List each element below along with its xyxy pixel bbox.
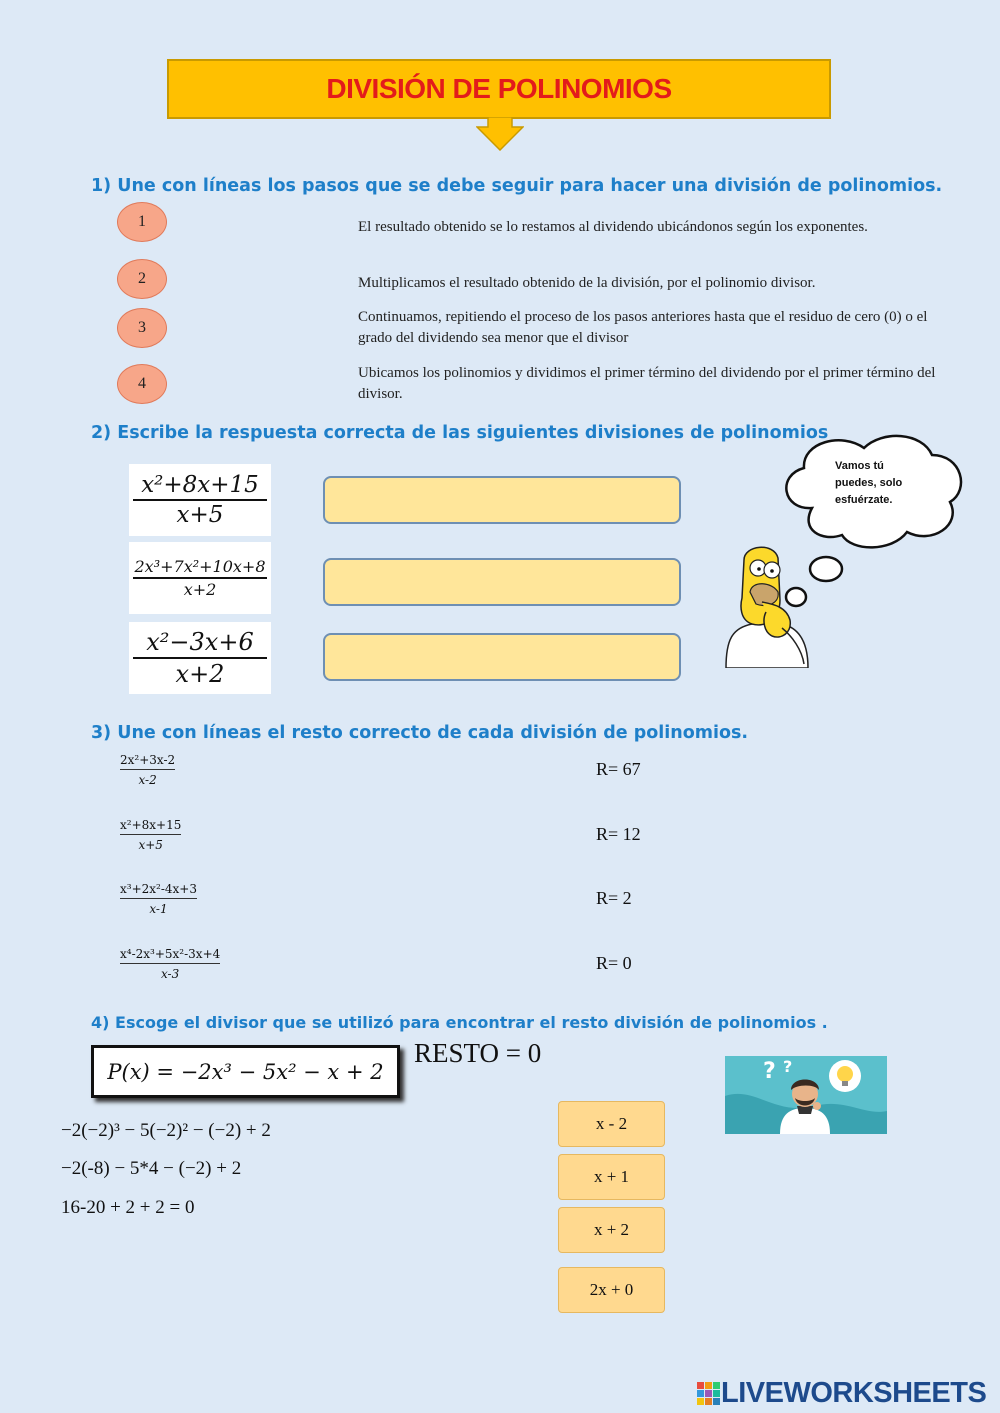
divisor-option-1[interactable]: x - 2 xyxy=(558,1101,665,1147)
fraction-bar xyxy=(133,499,266,501)
fraction-bar xyxy=(120,898,197,899)
thought-line-3: esfuérzate. xyxy=(835,494,893,506)
svg-text:?: ? xyxy=(783,1057,793,1076)
step-text-1[interactable]: El resultado obtenido se lo restamos al dividendo ubicándonos según los exponentes. xyxy=(358,219,868,235)
division-fraction-1 xyxy=(129,464,271,536)
section1-heading: 1) Une con líneas los pasos que se debe seguir para hacer una división de polinomios. xyxy=(91,176,943,196)
section4-heading: 4) Escoge el divisor que se utilizó para encontrar el resto división de polinomios . xyxy=(91,1013,828,1032)
division-fraction-2 xyxy=(129,542,271,614)
divisor-option-2[interactable]: x + 1 xyxy=(558,1154,665,1200)
calc-line-3: 16-20 + 2 + 2 = 0 xyxy=(61,1197,195,1218)
fraction-denominator: x+5 xyxy=(176,502,224,528)
fraction-numerator: 2x²+3x-2 xyxy=(120,753,176,767)
fraction-denominator: x-1 xyxy=(149,902,168,916)
fraction-bar xyxy=(120,769,175,770)
fraction-denominator: x+2 xyxy=(175,660,225,688)
fraction-bar xyxy=(120,963,220,964)
logo-grid-icon xyxy=(697,1382,721,1406)
calc-line-1: −2(−2)³ − 5(−2)² − (−2) + 2 xyxy=(61,1120,271,1141)
page-title: DIVISIÓN DE POLINOMIOS xyxy=(326,73,672,104)
step-number-1[interactable]: 1 xyxy=(117,202,167,242)
answer-input-3[interactable] xyxy=(323,633,681,681)
step-text-2[interactable]: Multiplicamos el resultado obtenido de la división, por el polinomio divisor. xyxy=(358,275,816,291)
remainder-option-2[interactable]: R= 12 xyxy=(596,824,641,844)
fraction-denominator: x-2 xyxy=(138,773,157,787)
banner-arrow xyxy=(476,117,524,151)
resto-label: RESTO = 0 xyxy=(414,1038,542,1068)
step-number-2[interactable]: 2 xyxy=(117,259,167,299)
liveworksheets-logo xyxy=(697,1377,986,1410)
thinking-man-illustration xyxy=(725,1056,887,1134)
fraction-denominator: x-3 xyxy=(161,967,180,981)
fraction-numerator: x⁴-2x³+5x²-3x+4 xyxy=(120,947,221,961)
thought-text xyxy=(835,458,902,509)
remainder-option-1[interactable]: R= 67 xyxy=(596,759,641,779)
section3-heading: 3) Une con líneas el resto correcto de cada división de polinomios. xyxy=(91,723,749,743)
polynomial-expression: P(x) = −2x³ − 5x² − x + 2 xyxy=(107,1059,384,1084)
remainder-option-3[interactable]: R= 2 xyxy=(596,888,632,908)
fraction-numerator: x²−3x+6 xyxy=(146,628,254,656)
step-text-3[interactable]: Continuamos, repitiendo el proceso de los pasos anteriores hasta que el residuo de cero (0) o el grado del dividendo sea menor que el divisor xyxy=(358,309,928,346)
thought-line-1: Vamos tú xyxy=(835,460,884,472)
thinking-character-illustration xyxy=(722,540,812,668)
answer-input-1[interactable] xyxy=(323,476,681,524)
calc-line-2: −2(-8) − 5*4 − (−2) + 2 xyxy=(61,1158,242,1179)
svg-text:?: ? xyxy=(763,1059,776,1084)
remainder-fraction-1[interactable] xyxy=(120,753,175,787)
polynomial-box xyxy=(91,1045,400,1098)
fraction-numerator: x²+8x+15 xyxy=(141,472,259,498)
remainder-option-4[interactable]: R= 0 xyxy=(596,953,632,973)
step-text-4[interactable]: Ubicamos los polinomios y dividimos el primer término del dividendo por el primer término del divisor. xyxy=(358,365,936,402)
remainder-fraction-4[interactable] xyxy=(120,947,220,981)
divisor-option-3[interactable]: x + 2 xyxy=(558,1207,665,1253)
fraction-denominator: x+5 xyxy=(138,838,163,852)
logo-text: LIVEWORKSHEETS xyxy=(721,1377,987,1409)
fraction-numerator: x²+8x+15 xyxy=(120,818,182,832)
remainder-fraction-2[interactable] xyxy=(120,818,181,852)
thought-line-2: puedes, solo xyxy=(835,477,903,489)
fraction-bar xyxy=(133,657,266,659)
divisor-option-4[interactable]: 2x + 0 xyxy=(558,1267,665,1313)
division-fraction-3 xyxy=(129,622,271,694)
fraction-bar xyxy=(120,834,181,835)
fraction-numerator: x³+2x²-4x+3 xyxy=(120,882,197,896)
title-banner xyxy=(167,59,831,119)
fraction-numerator: 2x³+7x²+10x+8 xyxy=(134,557,266,576)
section2-heading: 2) Escribe la respuesta correcta de las siguientes divisiones de polinomios xyxy=(91,423,829,443)
remainder-fraction-3[interactable] xyxy=(120,882,197,916)
step-number-3[interactable]: 3 xyxy=(117,308,167,348)
fraction-bar xyxy=(133,577,266,579)
step-number-4[interactable]: 4 xyxy=(117,364,167,404)
answer-input-2[interactable] xyxy=(323,558,681,606)
fraction-denominator: x+2 xyxy=(183,580,217,599)
